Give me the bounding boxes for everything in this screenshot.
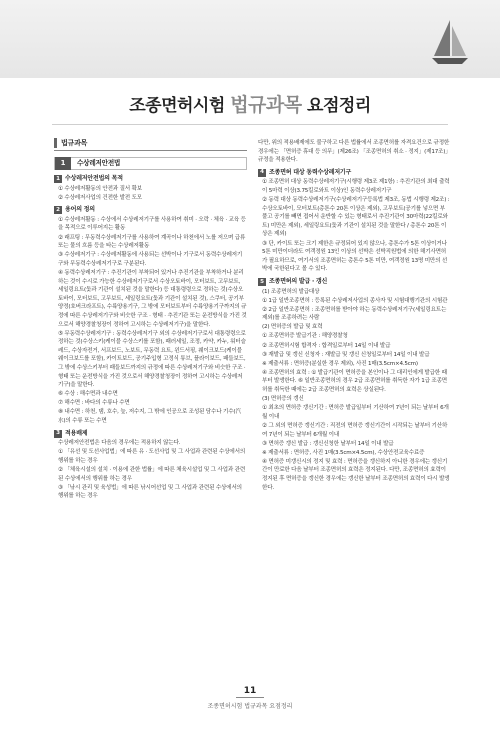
page-number: 11 (243, 686, 257, 696)
block-line: ④ 조종면허의 효력 : ① 발급기관이 면허증을 본인이나 그 대리인에게 발급한 때부터 발생한다. ⑥ 일반조종면허의 경우 2급 조종면허를 취득한 자가 1급 조종면허를 취득한 때에는 2급 조종면허의 효력은 상실된다. (262, 369, 447, 394)
chapter-header (54, 157, 247, 170)
intro-paragraph: 다만, 위의 적용배제에도 불구하고 다른 법률에서 조종면허를 자격요건으로 규정한 경우에는 「면허증 휴대 등 의무」(제26조) 「조종면허의 취소 · 정지」(제17조)」규정을 적용한다. (258, 140, 450, 164)
right-column (258, 138, 450, 493)
block-line: ※ 제출서류 : 면허증, 사진 1매(3.5cm×4.5cm), 수상안전교육수료증 (262, 449, 425, 456)
block-number: 4 (258, 169, 266, 177)
block-line: ② 수상레저사업의 건전한 발전 도모 (58, 194, 142, 201)
block-line: ① 수상레저활동의 안전과 질서 확보 (58, 185, 142, 192)
title-prefix: 조종면허시험 (129, 96, 225, 116)
right-blocks (258, 169, 450, 492)
block-line: (3) 면허증의 갱신 (262, 396, 304, 403)
header-band (0, 0, 500, 78)
block-title: 적용배제 (65, 429, 88, 437)
left-blocks (54, 175, 247, 501)
block-line: (2) 면허증의 발급 및 효력 (262, 324, 323, 331)
block-number: 5 (258, 278, 266, 286)
block-heading (258, 169, 450, 178)
page-title (0, 90, 500, 117)
block-line: ① 최초의 면허증 갱신기간 : 면허증 발급일부터 기산하여 7년이 되는 날부터 6개월 이내 (262, 405, 449, 420)
block-line: ① 조종면허 대상 동력수상레저기구(시행령 제3조 제1항) : 추진기관의 최대 출력이 5마력 이상(3.75킬로와트 이상)인 동력수상레저기구 (262, 179, 450, 194)
section-title: 법규과목 (61, 138, 88, 147)
footer-text: 조종면허시험 법규과목 요점정리 (207, 703, 293, 710)
block-heading (258, 278, 450, 287)
block-line: ③ 재발급 및 갱신 신청자 : 재발급 및 갱신 신청일로부터 14일 이내 발급 (262, 351, 430, 358)
block-line: 수상레저안전법은 다음의 경우에는 적용하지 않는다. (58, 440, 181, 447)
block-line: ① 수상레저활동 : 수상에서 수상레저기구를 사용하여 취미 · 오락 · 체육 · 교육 등을 목적으로 이루어지는 활동 (58, 216, 246, 232)
block-number: 2 (54, 206, 62, 214)
block-title: 조종면허의 발급 · 갱신 (269, 277, 328, 285)
sailboat-icon (430, 18, 470, 68)
section-header (54, 138, 247, 151)
block-number: 1 (54, 175, 62, 183)
block-line: ⑦ 해수면 : 바다의 수류나 수면 (58, 400, 130, 407)
block-line: ④ 면허증 미갱신시의 정지 및 효력 : 면허증을 갱신하지 아니한 경우에는 갱신기간이 만료한 다음 날부터 조종면허의 효력은 정지된다. 다만, 조종면허의 효력이 정지된 후 면허증을 갱신한 경우에는 갱신한 날부터 조종면허의 효력이 다시 발생한다. (262, 458, 450, 491)
block-line: ③ 단, 카이트 또는 크기 제한은 규정되어 있지 않으나, 총톤수가 5톤 이상이거나 5톤 미만이더라도 여객정원 13인 이상의 선박은 선박직원법에 의한 해기사면허가 필요하므로, 여기서의 조종면허는 총톤수 5톤 미만, 여객정원 13명 미만의 선박에 국한된다고 볼 수 있다. (262, 240, 448, 273)
block-line: ④ 동력수상레저기구 : 추진기관이 부착되어 있거나 추진기관을 부착하거나 분리하는 것이 수시로 가능한 수상레저기구로서 수상오토바이, 모터보트, 고무보트, 세일링요트(돛과 기관이 설치된 것을 말한다) 등 대통령령으로 정하는 것(수상오토바이, 모터보트, 고무보트, 세일링요트(돛과 기관이 설치된 것), 스쿠터, 공기부양정(호버크라프트), 수륙양용기구, 그 밖에 모터보트부터 수륙양용기구까지의 규정에 따른 수상레저기구와 비슷한 구조 · 형태 · 추진기관 또는 운전방식을 가진 것으로서 해양경찰청장이 정하여 고시하는 수상레저기구)을 말한다. (58, 269, 247, 328)
block-heading (54, 206, 247, 215)
block-line: ① 「유선 및 도선사업법」에 따른 유 · 도선사업 및 그 사업과 관련된 수상에서의 행위를 하는 경우 (58, 449, 246, 464)
chapter-number: 1 (55, 157, 71, 170)
block-number: 3 (54, 430, 62, 438)
footer-divider (236, 697, 264, 698)
left-column (54, 138, 247, 501)
block-title: 수상레저안전법의 목적 (65, 175, 123, 182)
block-line: ② 동력 대상 동력수상레저기구(수상레저기구등록법 제3조, 동법 시행령 제2조) : 수상오토바이, 모터보트(총톤수 20톤 이상은 제외), 고무보트(공기를 넣으면 부풀고 공기를 빼면 접어서 운반할 수 있는 형태로서 추진기관이 30마력(22킬로와트) 미만은 제외), 세일링요트(돛과 기관이 설치된 것을 말한다 / 총톤수 20톤 이상은 제외) (262, 197, 450, 238)
title-highlight: 법규과목 (230, 94, 302, 116)
chapter-title: 수상레저안전법 (77, 159, 121, 168)
block-line: ③ 면허증 갱신 발급 : 갱신신청한 날부터 14일 이내 발급 (262, 440, 394, 447)
block-line: ⑧ 내수면 : 하천, 댐, 호수, 늪, 저수지, 그 밖에 인공으로 조성된 담수나 기수(汽水)의 수류 또는 수면 (58, 409, 241, 425)
block-line: ② 조종면허시험 합격자 : 합격일로부터 14일 이내 발급 (262, 342, 391, 349)
block-line: ② 래프팅 : 무동력수상레저기구를 사용하여 계곡이나 하천에서 노를 저으며 급류 또는 물의 흐름 등을 타는 수상레저활동 (58, 234, 246, 250)
block-line: ③ 수상레저기구 : 수상레저활동에 사용되는 선박이나 기구로서 동력수상레저기구와 무동력수상레저기구로 구분된다. (58, 252, 243, 267)
block-heading (54, 430, 247, 439)
title-divider (52, 124, 448, 125)
block-line: ① 조종면허증 발급기관 : 해양경찰청 (262, 333, 348, 340)
block-line: ② 그 외의 면허증 갱신기간 : 직전의 면허증 갱신기간이 시작되는 날부터 기산하여 7년이 되는 날부터 6개월 이내 (262, 422, 448, 438)
block-line: ② 2급 일반조종면허 : 조종면허를 받아야 하는 동력수상레저기구(세일링요트는 제외)를 조종하려는 사람 (262, 306, 447, 322)
block-line: ⑤ 무동력수상레저기구 : 동력수상레저기구 외의 수상레저기구로서 대통령령으로 정하는 것(수상스키(케이블 수상스키를 포함), 패러세일, 조정, 카약, 카누, 워터슬레드, 수상자전거, 서프보드, 노보트, 무동력 요트, 윈드서핑, 웨이크보드(케이블 웨이크보드를 포함), 카이트보드, 공기주입형 고정식 튜브, 플라이보드, 패들보드, 그 밖에 수상스키부터 패들보드까지의 규정에 따른 수상레저기구와 비슷한 구조 · 형태 또는 운전방식을 가진 것으로서 해양경찰청장이 정하여 고시하는 수상레저기구)을 말한다. (58, 330, 246, 389)
section-bar (54, 138, 57, 148)
block-heading (54, 175, 247, 184)
title-suffix: 요점정리 (307, 96, 371, 116)
block-line: ③ 「낚시 관리 및 육성법」에 따른 낚시어선업 및 그 사업과 관련된 수상에서의 행위를 하는 경우 (58, 484, 242, 500)
block-title: 용어의 정의 (65, 206, 95, 214)
block-title: 조종면허 대상 동력수상레저기구 (269, 168, 352, 176)
block-line: ※ 제출서류 : 면허증(분실한 경우 제외), 사진 1매(3.5cm×4.5cm) (262, 360, 418, 367)
block-line: (1) 조종면허의 발급대상 (262, 288, 320, 295)
block-line: ⑥ 수상 : 해수면과 내수면 (58, 391, 118, 398)
block-line: ① 1급 일반조종면허 : 등록된 수상레저사업의 종사자 및 시험대행기관의 시험관 (262, 297, 448, 304)
block-line: ② 「체육시설의 설치 · 이용에 관한 법률」에 따른 체육시설업 및 그 사업과 관련된 수상에서의 행위를 하는 경우 (58, 467, 246, 482)
